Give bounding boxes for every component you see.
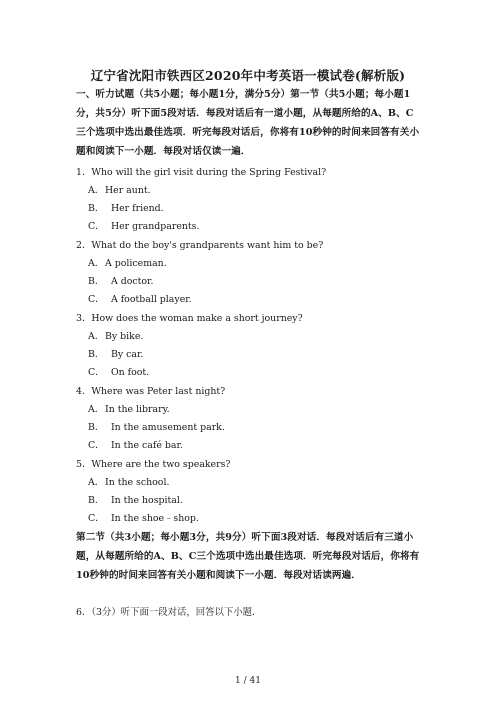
section2-instructions: 第二节（共3小题；每小题3分，共9分）听下面3段对话．每段对话后有三道小题，从每题所给的A、B、C三个选项中选出最佳选项．听完每段对话后，你将有10秒钟的时间来回答有关小题和阅读下一小题．每段对话读两遍． [76,532,420,581]
option-letter: B． [88,276,105,287]
question-2-option-a [88,257,167,271]
page-title: 辽宁省沈阳市铁西区2020年中考英语一模试卷(解析版) [90,68,406,83]
option-text: By car. [105,349,144,360]
option-text: By bike. [105,331,144,342]
option-text: On foot. [105,367,150,378]
option-letter: C． [88,367,105,378]
question-4-option-a [88,403,170,417]
question-number: 1． [76,167,92,178]
page-indicator: 1 / 41 [235,676,261,686]
option-text: A football player. [105,294,192,305]
option-text: A policeman. [105,258,167,269]
question-4-option-c [88,439,183,453]
question-4 [76,385,225,399]
question-text: Who will the girl visit during the Spring Festival? [91,167,327,178]
question-number: 2． [76,240,92,251]
question-5 [76,458,230,472]
question-5-option-b [88,494,183,508]
question-2-option-c [88,293,192,307]
question-text: Where are the two speakers? [91,459,231,470]
question-number: 4． [76,386,92,397]
option-text: In the shoe﹣shop. [105,513,199,524]
question-text: What do the boy's grandparents want him to be? [91,240,324,251]
question-3 [76,312,303,326]
option-letter: A． [88,477,105,488]
option-text: In the café bar. [105,440,183,451]
option-letter: B． [88,422,105,433]
question-1-option-c [88,220,199,234]
question-3-option-b [88,348,143,362]
question-2 [76,239,323,253]
option-letter: C． [88,440,105,451]
option-text: Her friend. [105,203,164,214]
question-6-intro: 6．（3分）听下面一段对话，回答以下小题． [76,607,262,618]
question-2-option-b [88,275,153,289]
question-1-option-b [88,202,164,216]
question-1-option-a [88,184,151,198]
question-4-option-b [88,421,225,435]
question-3-option-c [88,366,149,380]
section1-instructions: 一、听力试题（共5小题；每小题1分，满分5分）第一节（共5小题；每小题1分，共5分）听下面5段对话．每段对话后有一道小题，从每题所给的A、B、C三个选项中选出最佳选项．听完每段对话后，你将有10秒钟的时间来回答有关小题和阅读下一小题．每段对话仅读一遍． [76,89,420,157]
option-text: In the hospital. [105,495,183,506]
question-text: How does the woman make a short journey? [91,313,303,324]
option-letter: A． [88,331,105,342]
option-letter: C． [88,294,105,305]
option-letter: C． [88,513,105,524]
question-number: 5． [76,459,92,470]
option-letter: B． [88,349,105,360]
question-5-option-a [88,476,169,490]
option-text: In the library. [105,404,170,415]
option-text: A doctor. [105,276,154,287]
option-letter: B． [88,203,105,214]
question-text: Where was Peter last night? [91,386,226,397]
question-1 [76,166,326,180]
option-letter: B． [88,495,105,506]
option-text: In the school. [105,477,170,488]
question-number: 3． [76,313,92,324]
option-text: Her grandparents. [105,221,200,232]
option-text: Her aunt. [105,185,151,196]
option-letter: C． [88,221,105,232]
question-3-option-a [88,330,143,344]
question-5-option-c [88,512,199,526]
option-letter: A． [88,185,105,196]
option-letter: A． [88,258,105,269]
option-letter: A． [88,404,105,415]
option-text: In the amusement park. [105,422,225,433]
